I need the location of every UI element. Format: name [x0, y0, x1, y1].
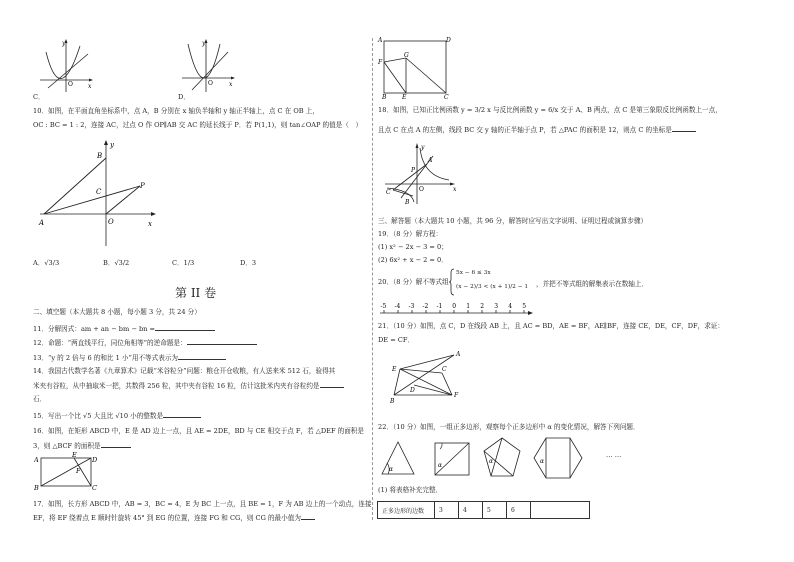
table-cell: 3	[435, 502, 459, 519]
q20-brace	[449, 268, 455, 296]
q12	[33, 338, 257, 348]
q16-line1: 16．如图，在矩形 ABCD 中，E 是 AD 边上一点，且 AE = 2DE，BD 与 CE 相交于点 F，若 △DEF 的面积是	[33, 427, 364, 435]
q18-line1: 18．如图，已知正比例函数 y = 3/2 x 与反比例函数 y = 6/x 交于 A、B 两点，点 C 是第三象限反比例函数上一点，	[378, 106, 722, 114]
q16-figure	[34, 452, 100, 492]
q22-part1: (1) 将表格补充完整．	[378, 486, 443, 494]
q21-point-F: F	[454, 392, 459, 399]
numline-tick-label: 5	[522, 303, 527, 310]
q18-line2-text: 且点 C 在点 A 的左侧，线段 BC 交 y 轴的正半轴于点 P，若 △PAC 的面积是 12，则点 C 的坐标是	[378, 126, 672, 134]
q20-inequality-1: 5x − 6 ≤ 3x	[456, 270, 491, 276]
q10-point-C: C	[96, 188, 102, 196]
q18-point-P: P	[411, 167, 416, 174]
q14-answer-blank[interactable]	[320, 381, 344, 388]
numline-tick-label: -5	[380, 303, 387, 310]
q21-point-E: E	[392, 366, 397, 373]
q10-point-A: A	[39, 219, 45, 227]
option-c-graph	[38, 38, 96, 94]
q16-answer-blank[interactable]	[101, 441, 131, 448]
q11-text: 11．分解因式：am + an − bm − bn =	[33, 325, 156, 333]
q18-answer-blank[interactable]	[672, 125, 696, 132]
q19-part1: (1) x² − 2x − 3 = 0；	[378, 243, 448, 251]
numline-tick-label: 0	[452, 303, 457, 310]
graph-x-label: x	[88, 83, 92, 90]
graph-origin-label: O	[208, 80, 213, 87]
q15	[33, 411, 201, 421]
q16-line2-text: 3，则 △BCF 的面积是	[33, 442, 101, 450]
q18-line2	[378, 125, 696, 135]
q22: 22．（10 分）如图，一组正多边形，观察每个正多边形中 α 的变化情况，解答下列问题．	[378, 423, 640, 431]
q13-text: 13．“y 的 2 倍与 6 的和比 1 小”用不等式表示为	[33, 354, 179, 362]
numline-tick-label: 4	[508, 303, 513, 310]
q18-axis-y: y	[421, 144, 425, 151]
q17-line2-text: EF，将 EF 绕着点 E 顺时针旋转 45° 到 EG 的位置，连接 FG 和 CG，则 CG 的最小值为	[33, 514, 301, 522]
q21-line2: DE = CF．	[378, 336, 415, 344]
q17-line2	[33, 513, 315, 523]
q10-point-B: B	[97, 152, 103, 160]
q17-answer-blank[interactable]	[301, 513, 315, 520]
polygon-pentagon	[480, 435, 524, 481]
q10-option-a: A．√3/3	[33, 259, 60, 267]
q10-option-d: D．3	[240, 259, 257, 267]
q18-axis-x: x	[453, 186, 457, 193]
q20-tail: ，并把不等式组的解集表示在数轴上．	[536, 280, 649, 288]
q14-line1: 14．我国古代数学名著《九章算术》记载“米谷粒分”问题：粮仓开仓收粮，有人送来米 512 石，验得其	[33, 367, 336, 375]
table-row	[378, 502, 590, 519]
q18-point-A: A	[428, 157, 433, 164]
q15-text: 15．写出一个比 √5 大且比 √10 小的整数是	[33, 412, 164, 420]
q21-figure	[390, 347, 472, 411]
option-d-label: D．	[178, 93, 190, 101]
q10-figure	[36, 138, 166, 250]
q17-point-F: F	[378, 59, 383, 66]
polygon-hexagon	[532, 435, 584, 481]
q17-point-D: D	[446, 37, 451, 44]
q20-intro: 20．（8 分）解不等式组	[378, 278, 449, 286]
numline-tick-label: 1	[466, 303, 471, 310]
q20-inequality-2: (x − 2)/3 < (x + 1)/2 − 1	[456, 284, 529, 290]
q10-axis-x: x	[148, 220, 152, 228]
q10-axis-y: y	[110, 141, 114, 149]
q17-point-C: C	[444, 94, 449, 100]
alpha-label: α	[540, 458, 545, 465]
ellipsis: … …	[606, 451, 622, 459]
q21-line1: 21．（10 分）如图，点 C，D 在线段 AB 上，且 AC = BD，AE = BF，AE∥BF，连接 CE，DE，CF，DF，求证：	[378, 322, 724, 330]
q17-figure	[376, 36, 456, 100]
q10-point-O: O	[108, 218, 114, 226]
column-divider	[372, 38, 374, 520]
numline-tick-label: -4	[394, 303, 401, 310]
q11	[33, 324, 215, 334]
table-header-sides: 正多边形的边数	[378, 502, 435, 519]
q19: 19．（8 分）解方程：	[378, 230, 443, 238]
option-d-graph	[180, 38, 238, 94]
q18-figure	[383, 142, 461, 206]
q13	[33, 353, 226, 363]
polygon-triangle	[378, 438, 418, 480]
q10-line2: OC : BC = 1 : 2，连接 AC，过点 O 作 OP∥AB 交 AC 的延长线于 P．若 P(1,1)，则 tan∠OAP 的值是（ ）	[33, 121, 363, 129]
q16-line2	[33, 441, 131, 451]
alpha-label: α	[389, 466, 394, 473]
polygon-table	[377, 501, 590, 519]
q17-point-E: E	[402, 94, 407, 100]
q16-point-D: D	[92, 456, 98, 464]
numline-tick-label: 2	[480, 303, 485, 310]
alpha-label: α	[489, 458, 494, 465]
polygon-square	[430, 438, 474, 480]
q16-point-E: E	[72, 452, 77, 459]
q14-line2	[33, 381, 344, 391]
graph-y-label: y	[202, 40, 206, 47]
q21-point-B: B	[390, 398, 395, 405]
q10-line1: 10．如图，在平面直角坐标系中，点 A，B 分别在 x 轴负半轴和 y 轴正半轴上，点 C 在 OB 上，	[33, 107, 319, 115]
number-line	[378, 301, 538, 319]
section-2-title: 第 II 卷	[175, 286, 217, 300]
option-c-label: C．	[33, 93, 45, 101]
numline-tick-label: -1	[436, 303, 443, 310]
table-empty-cell[interactable]	[531, 502, 590, 519]
q16-point-F: F	[76, 467, 81, 475]
q18-origin: O	[419, 186, 424, 193]
numline-tick-label: -2	[422, 303, 429, 310]
q17-point-B: B	[382, 94, 387, 100]
table-cell: 6	[507, 502, 531, 519]
alpha-label: α	[438, 462, 443, 469]
q13-answer-blank[interactable]	[178, 353, 226, 360]
q16-point-C: C	[92, 484, 97, 492]
q12-answer-blank[interactable]	[187, 338, 257, 345]
numline-tick-label: -3	[408, 303, 415, 310]
graph-x-label: x	[229, 81, 233, 88]
q21-point-D: D	[410, 387, 415, 394]
q17-line1: 17．如图，长方形 ABCD 中，AB = 3，BC = 4，E 为 BC 上一点，且 BE = 1，F 为 AB 边上的一个动点，连接	[33, 500, 372, 508]
q18-point-B: B	[405, 199, 410, 206]
part3-title: 三、解答题（本大题共 10 小题，共 96 分，解答时应写出文字说明、证明过程或演算步骤）	[378, 217, 648, 225]
numline-tick-label: 3	[494, 303, 499, 310]
q11-answer-blank[interactable]	[155, 324, 215, 331]
table-cell: 4	[459, 502, 483, 519]
q14-line3: 石．	[33, 395, 47, 403]
q19-part2: (2) 6x² + x − 2 = 0．	[378, 256, 448, 264]
q17-point-G: G	[404, 52, 409, 59]
table-cell: 5	[483, 502, 507, 519]
q10-option-b: B．√3/2	[103, 259, 130, 267]
q21-point-C: C	[442, 366, 447, 373]
q16-point-B: B	[34, 484, 39, 492]
graph-y-label: y	[62, 40, 66, 47]
q18-point-C: C	[386, 189, 391, 196]
q15-answer-blank[interactable]	[163, 411, 201, 418]
graph-origin-label: O	[68, 81, 73, 88]
q16-point-A: A	[34, 456, 39, 464]
part2-title: 二、填空题（本大题共 8 小题，每小题 3 分，共 24 分）	[33, 308, 201, 316]
q10-point-P: P	[140, 182, 145, 190]
q14-line2-text: 米夹有谷粒，从中抽取米一把，共数得 256 粒，其中夹有谷粒 16 粒，估计这批米内夹有谷粒约是	[33, 382, 320, 390]
q10-option-c: C．1/3	[172, 259, 195, 267]
q17-point-A: A	[378, 37, 383, 44]
q12-text: 12．命题：“两直线平行，同位角相等”的逆命题是：	[33, 339, 187, 347]
q21-point-A: A	[456, 351, 461, 358]
